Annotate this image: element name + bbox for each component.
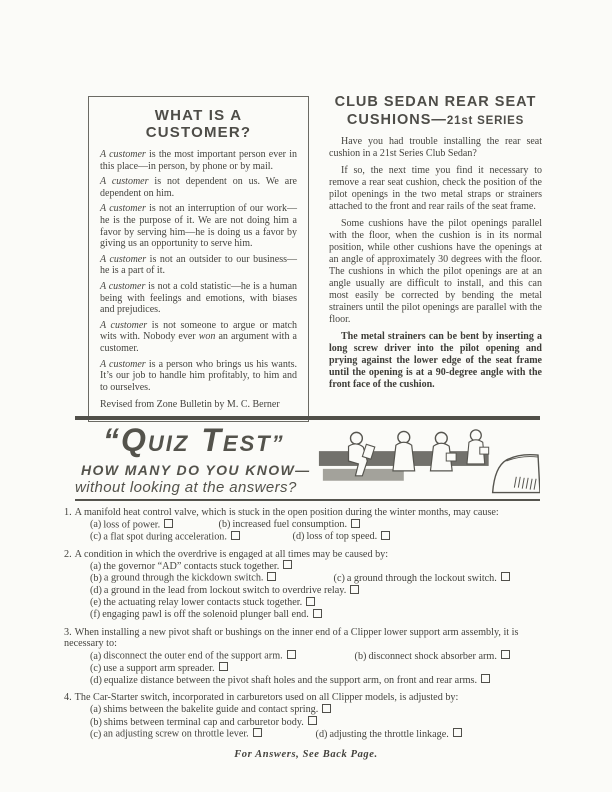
quiz-option: (b) increased fuel consumption. xyxy=(219,519,360,530)
customer-paragraph-3: A customer is not an interruption of our work—he is the purpose of it. We are not doing him a favor by serving him—he is doing us a favor by giving us an opportunity to serve him. xyxy=(100,203,298,250)
question-number: 3. xyxy=(64,626,72,638)
answer-checkbox xyxy=(350,585,359,594)
answer-checkbox xyxy=(287,650,296,659)
quiz-question-4 xyxy=(64,692,548,740)
customer-box-title: WHAT IS A CUSTOMER? xyxy=(145,107,252,141)
banner-underline-rule xyxy=(75,499,540,501)
quiz-option: (e) the actuating relay lower contacts stuck together. xyxy=(90,597,315,608)
quiz-option: (c) a flat spot during acceleration. xyxy=(90,531,290,543)
customer-paragraph-7: A customer is a person who brings us his wants. It’s our job to handle him profitably, to him and to ourselves. xyxy=(100,358,297,393)
question-number: 2. xyxy=(64,548,72,560)
quiz-banner xyxy=(75,423,540,497)
answer-checkbox xyxy=(351,519,360,528)
customer-paragraph-2: A customer is not dependent on us. We are dependent on him. xyxy=(100,176,297,199)
answer-checkbox xyxy=(267,572,276,581)
quiz-subtitle-2: without looking at the answers? xyxy=(75,479,297,496)
quiz-option: (a) loss of power. xyxy=(90,519,216,531)
answer-checkbox xyxy=(313,609,322,618)
question-text: A condition in which the overdrive is engaged at all times may be caused by: xyxy=(74,548,389,560)
quiz-option: (a) shims between the bakelite guide and contact spring. xyxy=(90,704,331,715)
quiz-option: (a) disconnect the outer end of the support arm. xyxy=(90,650,352,662)
question-text: When installing a new pivot shaft or bushings on the inner end of a Clipper lower support arm assembly, it is necessary to: xyxy=(64,626,519,650)
quiz-option: (d) loss of top speed. xyxy=(293,531,391,542)
quiz-option: (c) use a support arm spreader. xyxy=(90,663,228,674)
customer-credit: Revised from Zone Bulletin by M. C. Berner xyxy=(100,399,280,411)
answer-checkbox xyxy=(381,531,390,540)
quiz-question-2 xyxy=(64,549,548,621)
quiz-option: (b) disconnect shock absorber arm. xyxy=(355,651,510,662)
mechanics-counter-illustration xyxy=(313,425,540,497)
customer-paragraph-4: A customer is not an outsider to our business—he is a part of it. xyxy=(100,253,297,277)
customer-paragraph-1: A customer is the most important person ever in this place—in person, by phone or by mail. xyxy=(100,149,297,172)
quiz-question-1 xyxy=(64,507,548,543)
answer-checkbox xyxy=(283,560,292,569)
customer-paragraph-6: A customer is not someone to argue or match wits with. Nobody ever won an argument with a customer. xyxy=(100,319,297,354)
quiz-option: (c) a ground through the lockout switch. xyxy=(334,573,510,584)
question-number: 1. xyxy=(64,507,72,518)
quiz-option: (b) shims between terminal cap and carburetor body. xyxy=(90,717,317,728)
quiz-question-3 xyxy=(64,627,548,686)
article-paragraph-3: Some cushions have the pilot openings parallel with the floor, when the cushion is in its normal position, while other cushions have the openings at an angle of approximately 30 degrees with the floor. The cushions in which the pilot openings are at an angle usually are difficult to install, and this can most easily be corrected by bending the metal strainers until the pilot openings are parallel with the floor. xyxy=(329,218,542,325)
quiz-option: (d) equalize distance between the pivot shaft holes and the support arm, on front and rear arms. xyxy=(90,675,490,686)
question-text: The Car-Starter switch, incorporated in carburetors used on all Clipper models, is adjusted by: xyxy=(74,692,459,704)
seat-cushion-article xyxy=(329,94,542,396)
article-paragraph-4: The metal strainers can be bent by inserting a long screw driver into the pilot opening and prying against the lower edge of the seat frame until the opening is at a 90-degree angle with the front face of the cushion. xyxy=(329,331,542,390)
quiz-option: (d) adjusting the throttle linkage. xyxy=(316,729,462,740)
quiz-heading xyxy=(75,423,313,496)
answer-checkbox xyxy=(322,704,331,713)
quiz-title: “QUIZ TEST” xyxy=(103,422,285,458)
quiz-option: (f) engaging pawl is off the solenoid plunger ball end. xyxy=(90,609,322,620)
article-paragraph-1: Have you had trouble installing the rear seat cushion in a 21st Series Club Sedan? xyxy=(329,136,542,159)
answer-checkbox xyxy=(164,519,173,528)
customer-box xyxy=(88,96,309,422)
answer-checkbox xyxy=(219,662,228,671)
answer-checkbox xyxy=(501,572,510,581)
question-list xyxy=(64,507,548,761)
answer-checkbox xyxy=(231,531,240,540)
customer-paragraph-5: A customer is not a cold statistic—he is a human being with feelings and emotions, with biases and prejudices. xyxy=(100,280,298,316)
quiz-option: (b) a ground through the kickdown switch. xyxy=(90,572,331,584)
quiz-subtitle-1: HOW MANY DO YOU KNOW— xyxy=(81,462,311,478)
answer-checkbox xyxy=(501,650,510,659)
section-divider-rule xyxy=(75,416,540,420)
quiz-option: (c) an adjusting screw on throttle lever. xyxy=(90,728,313,740)
quiz-option: (d) a ground in the lead from lockout switch to overdrive relay. xyxy=(90,585,359,596)
question-text: A manifold heat control valve, which is stuck in the open position during the winter months, may cause: xyxy=(74,507,499,518)
answer-checkbox xyxy=(453,728,462,737)
answer-checkbox xyxy=(253,728,262,737)
article-title: CLUB SEDAN REAR SEAT CUSHIONS—21st SERIES xyxy=(334,94,537,128)
answer-checkbox xyxy=(308,716,317,725)
answer-checkbox xyxy=(306,597,315,606)
answers-footer: For Answers, See Back Page. xyxy=(234,749,378,761)
article-paragraph-2: If so, the next time you find it necessary to remove a rear seat cushion, check the position of the pilot openings in the two metal straps or strainers attached to the front and rear rails of the seat frame. xyxy=(329,165,542,212)
quiz-option: (a) the governor “AD” contacts stuck together. xyxy=(90,561,292,572)
question-number: 4. xyxy=(64,692,72,704)
answer-checkbox xyxy=(481,674,490,683)
